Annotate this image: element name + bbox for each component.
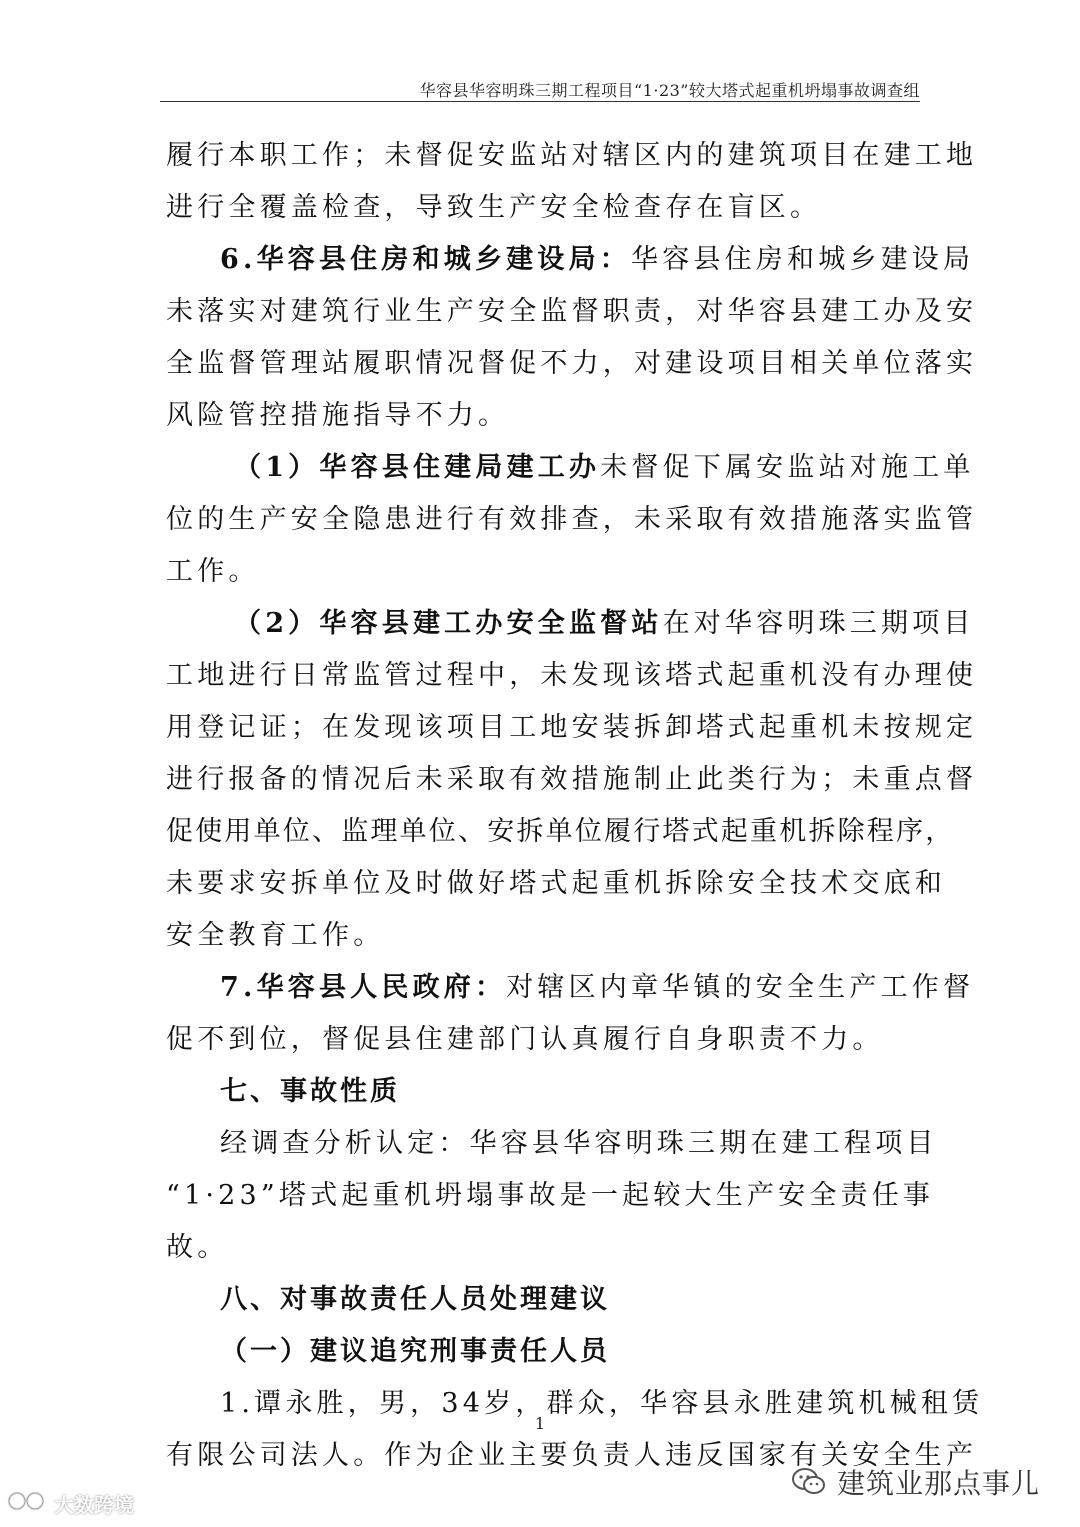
text-line: 工地进行日常监管过程中，未发现该塔式起重机没有办理使 bbox=[166, 660, 978, 691]
text-line: 未要求安拆单位及时做好塔式起重机拆除安全技术交底和 bbox=[166, 868, 946, 899]
paragraph-lead-line bbox=[166, 234, 975, 286]
text-run: 在对华容明珠三期项目 bbox=[662, 608, 975, 639]
paragraph-lead-line bbox=[166, 442, 975, 494]
wechat-icon bbox=[791, 1467, 827, 1497]
account-name: 建筑业那点事儿 bbox=[836, 1467, 1040, 1500]
header-rule bbox=[160, 101, 920, 102]
section-lead: 7.华容县人民政府： bbox=[220, 972, 507, 1003]
section-heading: 八、对事故责任人员处理建议 bbox=[220, 1284, 610, 1315]
section-heading: 七、事故性质 bbox=[220, 1076, 400, 1107]
text-line: 工作。 bbox=[166, 556, 260, 587]
text-line: 全监督管理站履职情况督促不力，对建设项目相关单位落实 bbox=[166, 348, 978, 379]
paragraph-lead-line bbox=[166, 598, 975, 650]
text-line: 安全教育工作。 bbox=[166, 920, 385, 951]
text-line: “1·23”塔式起重机坍塌事故是一起较大生产安全责任事 bbox=[166, 1180, 935, 1211]
text-run: 未督促下属安监站对施工单 bbox=[600, 452, 975, 483]
page-number: 1 bbox=[534, 1414, 546, 1433]
text-line: 未落实对建筑行业生产安全监督职责，对华容县建工办及安 bbox=[166, 296, 978, 327]
running-header: 华容县华容明珠三期工程项目“1·23”较大塔式起重机坍塌事故调查组 bbox=[419, 81, 920, 100]
source-watermark-text: 大数跨境 bbox=[54, 1492, 134, 1517]
text-line: 履行本职工作；未督促安监站对辖区内的建筑项目在建工地 bbox=[166, 140, 978, 171]
text-line: 有限公司法人。作为企业主要负责人违反国家有关安全生产 bbox=[166, 1440, 978, 1471]
text-line: 促不到位，督促县住建部门认真履行自身职责不力。 bbox=[166, 1024, 884, 1055]
section-lead: （2）华容县建工办安全监督站 bbox=[234, 608, 663, 639]
text-line: 进行报备的情况后未采取有效措施制止此类行为；未重点督 bbox=[166, 764, 978, 795]
source-logo-icon bbox=[6, 1490, 50, 1517]
text-run: 对辖区内章华镇的安全生产工作督 bbox=[506, 972, 975, 1003]
subsection-heading: （一）建议追究刑事责任人员 bbox=[220, 1336, 610, 1367]
source-watermark bbox=[6, 1488, 134, 1518]
section-lead: 6.华容县住房和城乡建设局： bbox=[220, 244, 631, 275]
text-line: 用登记证；在发现该项目工地安装拆卸塔式起重机未按规定 bbox=[166, 712, 978, 743]
text-line: 促使用单位、监理单位、安拆单位履行塔式起重机拆除程序， bbox=[166, 816, 955, 847]
text-line: 位的生产安全隐患进行有效排查，未采取有效措施落实监管 bbox=[166, 504, 978, 535]
document-body bbox=[166, 130, 984, 1482]
text-line: 故。 bbox=[166, 1232, 229, 1263]
paragraph-lead-line bbox=[166, 962, 975, 1014]
text-line: 1.谭永胜，男，34岁，群众，华容县永胜建筑机械租赁 bbox=[220, 1388, 984, 1419]
section-lead: （1）华容县住建局建工办 bbox=[234, 452, 601, 483]
text-line: 风险管控措施指导不力。 bbox=[166, 400, 510, 431]
text-line: 进行全覆盖检查，导致生产安全检查存在盲区。 bbox=[166, 192, 822, 223]
account-watermark bbox=[791, 1462, 1040, 1502]
text-line: 经调查分析认定：华容县华容明珠三期在建工程项目 bbox=[220, 1128, 938, 1159]
text-run: 华容县住房和城乡建设局 bbox=[631, 244, 975, 275]
